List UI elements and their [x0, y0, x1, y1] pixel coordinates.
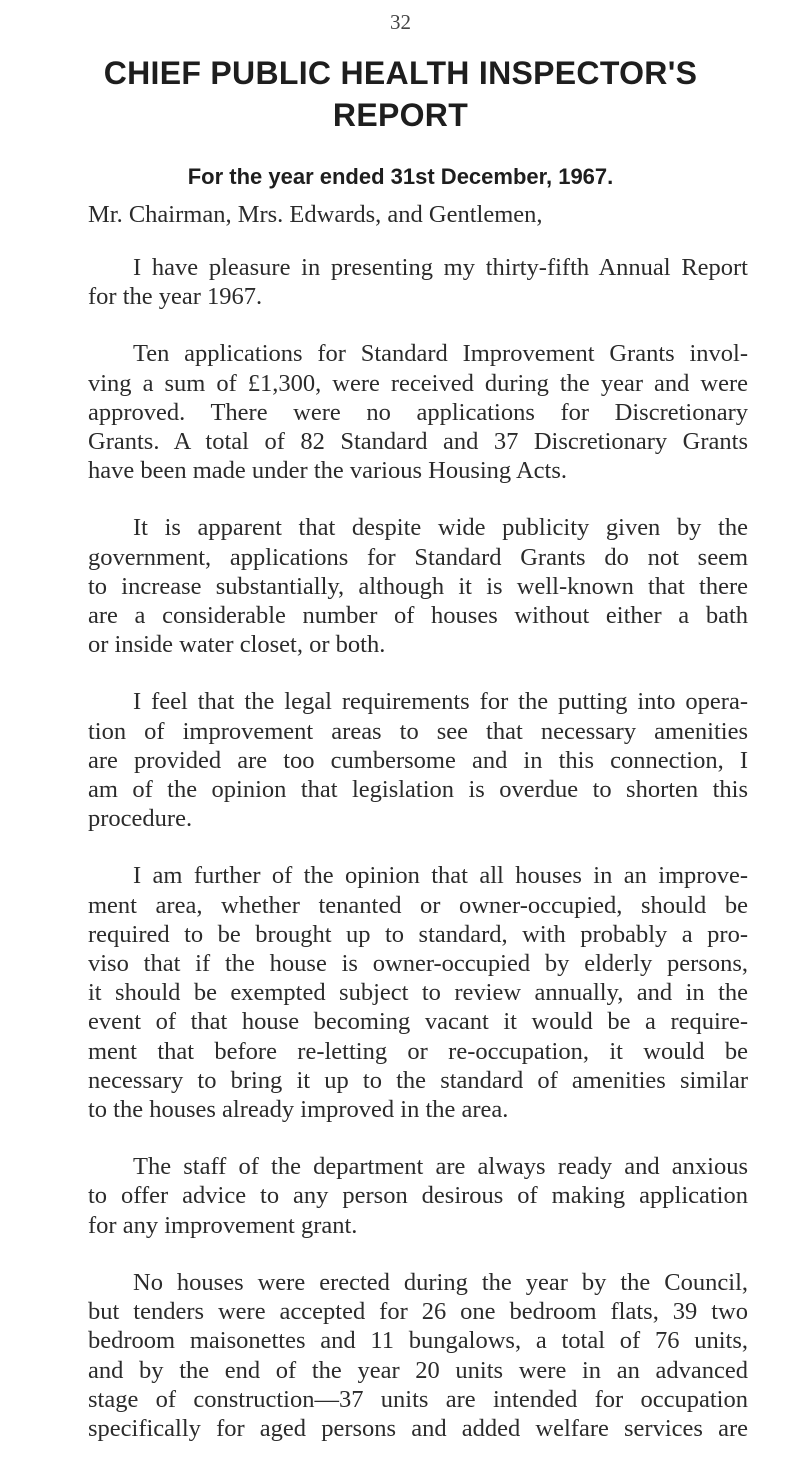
- report-body: [88, 253, 748, 1471]
- paragraph-line: to offer advice to any person desirous of making application: [88, 1182, 748, 1210]
- report-title-line-1: CHIEF PUBLIC HEALTH INSPECTOR'S: [103, 55, 698, 91]
- paragraph-line: The staff of the department are always ready and anxious: [133, 1153, 748, 1181]
- paragraph-line: ving a sum of £1,300, were received during the year and were: [88, 369, 748, 397]
- paragraph-line: Ten applications for Standard Improvement Grants invol-: [133, 340, 748, 368]
- paragraph-line: I have pleasure in presenting my thirty-fifth Annual Report: [133, 254, 748, 281]
- paragraph: [88, 861, 748, 1124]
- paragraph-line: ment area, whether tenanted or owner-occupied, should be: [88, 891, 748, 919]
- paragraph: [88, 1152, 748, 1240]
- paragraph-line: or inside water closet, or both.: [88, 631, 386, 659]
- paragraph-line: government, applications for Standard Grants do not seem: [88, 543, 748, 571]
- paragraph-line: tion of improvement areas to see that necessary amenities: [88, 717, 748, 745]
- paragraph-line: it should be exempted subject to review annually, and in the: [88, 979, 748, 1007]
- paragraph-line: procedure.: [88, 805, 193, 833]
- paragraph-line: have been made under the various Housing Acts.: [88, 457, 567, 485]
- paragraph-line: I feel that the legal requirements for the putting into opera-: [133, 688, 748, 716]
- paragraph-line: I am further of the opinion that all houses in an improve-: [133, 862, 748, 890]
- paragraph: [88, 339, 748, 485]
- report-title-line-2: REPORT: [332, 97, 469, 133]
- paragraph-line: for the year 1967.: [88, 283, 263, 311]
- paragraph: [88, 253, 748, 311]
- report-subtitle: For the year ended 31st December, 1967.: [187, 164, 614, 189]
- paragraph-line: required to be brought up to standard, with probably a pro-: [88, 920, 748, 948]
- paragraph-line: are a considerable number of houses without either a bath: [88, 602, 748, 630]
- salutation: Mr. Chairman, Mrs. Edwards, and Gentlemen,: [88, 201, 543, 228]
- paragraph: [88, 687, 748, 833]
- paragraph-line: approved. There were no applications for Discretionary: [88, 398, 748, 426]
- paragraph-line: but tenders were accepted for 26 one bedroom flats, 39 two: [88, 1298, 748, 1326]
- paragraph-line: stage of construction—37 units are intended for occupation: [88, 1385, 748, 1413]
- paragraph-line: specifically for aged persons and added welfare services are: [88, 1414, 748, 1442]
- paragraph-line: are provided are too cumbersome and in this connection, I: [88, 746, 748, 774]
- paragraph-line: Grants. A total of 82 Standard and 37 Discretionary Grants: [88, 428, 748, 456]
- paragraph-line: am of the opinion that legislation is overdue to shorten this: [88, 776, 748, 804]
- page-number: 32: [390, 10, 411, 34]
- paragraph-line: to the houses already improved in the area.: [88, 1096, 509, 1124]
- paragraph-line: and by the end of the year 20 units were in an advanced: [88, 1356, 748, 1384]
- paragraph-line: bedroom maisonettes and 11 bungalows, a total of 76 units,: [88, 1327, 748, 1355]
- report-title: [60, 52, 741, 136]
- paragraph-line: for any improvement grant.: [88, 1211, 358, 1239]
- paragraph-line: viso that if the house is owner-occupied by elderly persons,: [88, 950, 748, 978]
- paragraph: [88, 513, 748, 659]
- paragraph-line: ment that before re-letting or re-occupation, it would be: [88, 1037, 748, 1065]
- paragraph-line: event of that house becoming vacant it would be a require-: [88, 1008, 748, 1036]
- paragraph-line: No houses were erected during the year by the Council,: [133, 1268, 748, 1296]
- paragraph-line: to increase substantially, although it is well-known that there: [88, 572, 748, 600]
- paragraph-line: It is apparent that despite wide publicity given by the: [133, 514, 748, 542]
- paragraph: [88, 1268, 748, 1443]
- paragraph-line: necessary to bring it up to the standard of amenities similar: [88, 1066, 748, 1094]
